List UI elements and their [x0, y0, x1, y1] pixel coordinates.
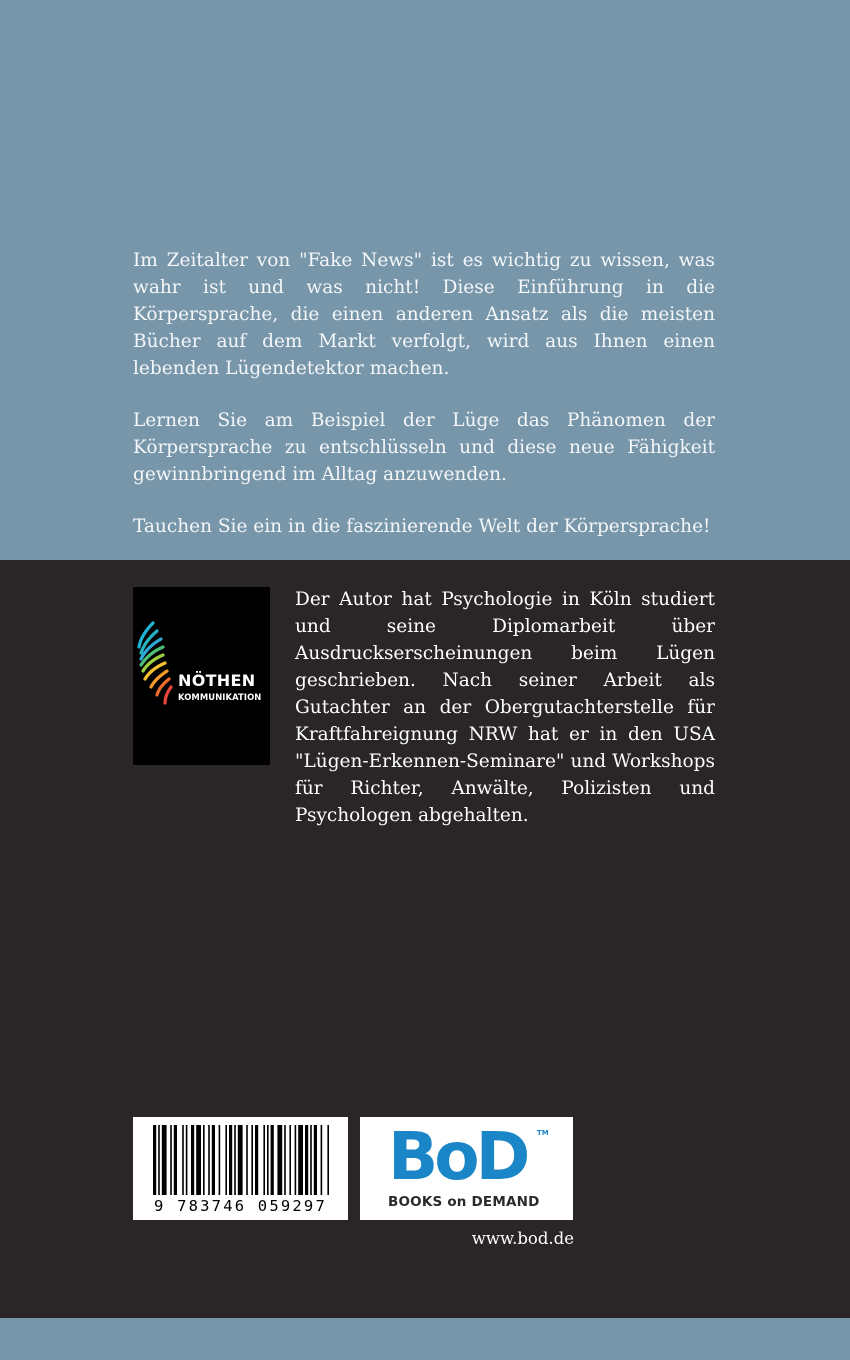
barcode-bar	[314, 1125, 317, 1195]
barcode-digits: 9 783746 059297	[154, 1197, 327, 1215]
barcode-bar	[203, 1125, 205, 1195]
barcode-bar	[238, 1125, 243, 1195]
blurb-text	[133, 247, 715, 565]
blurb-paragraph: Tauchen Sie ein in die faszinierende Welt der Körpersprache!	[133, 516, 711, 537]
barcode-bar	[246, 1125, 248, 1195]
barcode-bar	[327, 1125, 329, 1195]
barcode-bar	[234, 1125, 236, 1195]
barcode-bar	[277, 1125, 282, 1195]
author-bio: Der Autor hat Psychologie in Köln studiert und seine Diplomarbeit über Ausdruckserscheinungen beim Lügen geschrieben. Nach seiner Arbeit als Gutachter an der Obergutachterstelle für Kraftfahreignung NRW hat er in den USA "Lügen-Erkennen-Seminare" und Workshops für Richter, Anwälte, Polizisten und Psychologen abgehalten.	[295, 589, 715, 826]
barcode-bar	[305, 1125, 308, 1195]
publisher-logo	[360, 1117, 573, 1220]
barcode-bar	[271, 1125, 274, 1195]
cover-bottom-strip	[0, 1318, 850, 1360]
barcode-bar	[158, 1125, 160, 1195]
author-logo	[133, 587, 270, 765]
barcode-bars	[133, 1117, 348, 1197]
barcode-bar	[174, 1125, 177, 1195]
publisher-url[interactable]: www.bod.de	[471, 1229, 574, 1248]
barcode-bar	[225, 1125, 227, 1195]
barcode-bar	[191, 1125, 194, 1195]
bod-logo-text: BoD	[388, 1118, 527, 1195]
barcode-bar	[310, 1125, 312, 1195]
barcode-bar	[295, 1125, 297, 1195]
barcode-bar	[284, 1125, 286, 1195]
barcode-bar	[212, 1125, 215, 1195]
isbn-barcode	[133, 1117, 348, 1220]
barcode-bar	[153, 1125, 156, 1195]
barcode-bar	[289, 1125, 291, 1195]
barcode-bar	[251, 1125, 253, 1195]
barcode-bar	[267, 1125, 269, 1195]
barcode-bar	[229, 1125, 232, 1195]
barcode-bar	[298, 1125, 303, 1195]
barcode-bar	[162, 1125, 167, 1195]
barcode-bar	[182, 1125, 184, 1195]
blurb-paragraph: Lernen Sie am Beispiel der Lüge das Phänomen der Körpersprache zu entschlüsseln und diese neue Fähigkeit gewinnbringend im Alltag anzuwenden.	[133, 410, 715, 485]
logo-subtitle: KOMMUNIKATION	[178, 692, 262, 702]
barcode-bar	[321, 1125, 323, 1195]
barcode-bar	[255, 1125, 258, 1195]
blurb-paragraph: Im Zeitalter von "Fake News" ist es wichtig zu wissen, was wahr ist und was nicht! Diese Einführung in die Körpersprache, die einen anderen Ansatz als die meisten Bücher auf dem Markt verfolgt, wird aus Ihnen einen lebenden Lügendetektor machen.	[133, 250, 715, 379]
barcode-bar	[208, 1125, 210, 1195]
barcode-bar	[196, 1125, 201, 1195]
trademark-mark: TM	[537, 1129, 549, 1137]
logo-title: NÖTHEN	[178, 671, 256, 690]
bod-tagline: BOOKS on DEMAND	[388, 1194, 540, 1210]
barcode-bar	[186, 1125, 188, 1195]
barcode-bar	[219, 1125, 221, 1195]
barcode-bar	[263, 1125, 265, 1195]
barcode-bar	[170, 1125, 172, 1195]
